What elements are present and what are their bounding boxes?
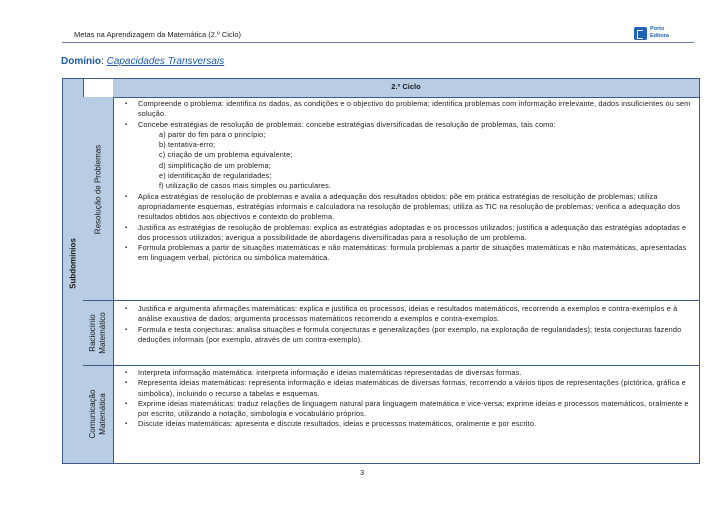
header-divider xyxy=(62,42,694,43)
domain-label: Domínio xyxy=(61,56,101,67)
section-raciocinio-content xyxy=(113,304,699,345)
sub-list-item: d) simplificação de um problema; xyxy=(159,160,271,170)
list-item: ▪ Interpreta informação matemática: interpreta informação e ideias matemáticas representadas de diversas formas. xyxy=(113,368,699,378)
subdomains-column xyxy=(63,79,84,463)
table-column-header xyxy=(113,79,699,98)
list-item: ▪ Formula problemas a partir de situações matemáticas e não matemáticas: formula problemas a partir de situações matemáticas e não matemáticas, apresentadas em linguagem verbal, pictórica ou simbólica matemática. xyxy=(113,243,699,264)
section-resolucao-content xyxy=(113,99,699,264)
logo-line-1: Porto xyxy=(650,26,665,32)
subdomain-comunicacao-line1: Comunicação xyxy=(88,389,97,439)
list-item: ▪ Justifica as estratégias de resolução de problemas: explica as estratégias adoptadas e os processos utilizados; justifica a adequação das estratégias adoptadas e dos processos utilizados; averigua a possibilidade de abordagens diversificadas para a resolução de um problema. xyxy=(113,223,699,244)
page-number: 3 xyxy=(360,468,365,477)
list-item: ▪ Exprime ideias matemáticas: traduz relações de linguagem natural para linguagem matemática e vice-versa; exprime ideias e processos matemáticos, oralmente e por escrito, utilizando a notação, simbologia e vocabulário próprios. xyxy=(113,399,699,420)
list-item: ▪ Compreende o problema: identifica os dados, as condições e o objectivo do problema; identifica problemas com informação irrelevante, dados insuficientes ou sem solução. xyxy=(113,99,699,120)
sub-list-item: f) utilização de casos mais simples ou particulares. xyxy=(159,181,332,191)
logo-line-2: Editora xyxy=(650,32,669,39)
subdomain-comunicacao-line2: Matemática xyxy=(98,393,107,435)
list-item: ▪ Aplica estratégias de resolução de problemas e avalia a adequação dos resultados obtidos: põe em prática estratégias de resolução de problemas; utiliza apropriadamente esquemas, estratégias informais e calculadora na resolução de problemas; utiliza as TIC na resolução de problemas; verifica a adequação dos resultados obtidos aos objectivos e contexto do problema. xyxy=(113,192,699,223)
list-item: ▪ Discute ideias matemáticas: apresenta e discute resultados, ideias e processos matemáticos, oralmente e por escrito. xyxy=(113,419,699,429)
section-divider xyxy=(83,300,699,301)
subdomain-raciocinio-line1: Raciocínio xyxy=(88,314,97,352)
domain-value: Capacidades Transversais xyxy=(106,56,225,67)
list-item: ▪ Formula e testa conjecturas: analisa situações e formula conjecturas e generalizações (por exemplo, na exploração de regularidades); testa conjecturas fazendo deduções informais (por exemplo, através de um contra-exemplo). xyxy=(113,325,699,346)
domain-heading: Domínio: Capacidades Transversais xyxy=(61,56,225,67)
section-divider xyxy=(83,365,699,366)
section-comunicacao-content xyxy=(113,368,699,430)
list-item: ▪ Concebe estratégias de resolução de problemas: concebe estratégias diversificadas de resolução de problemas, tais como: xyxy=(113,120,699,130)
sub-list-item: e) identificação de regularidades; xyxy=(159,171,272,181)
subdomain-comunicacao-cell xyxy=(83,366,113,464)
publisher-logo xyxy=(634,26,674,42)
sub-list-item: b) tentativa-erro; xyxy=(159,140,216,150)
subdomain-raciocinio-line2: Matemático xyxy=(98,312,107,354)
subdomain-resolucao-label: Resolução de Problemas xyxy=(93,144,103,235)
sub-list-item: c) criação de um problema equivalente; xyxy=(159,150,293,160)
porto-editora-logo-icon xyxy=(634,27,647,40)
subdomain-resolucao-cell xyxy=(83,97,113,300)
subdomain-raciocinio-label xyxy=(88,298,108,368)
sub-list-item: a) partir do fim para o princípio; xyxy=(159,129,266,139)
goals-table xyxy=(62,78,700,464)
list-item: ▪ Representa ideias matemáticas: representa informação e ideias matemáticas de diversas formas, recorrendo a vários tipos de representações (pictórica, gráfica e simbólica), incluindo o recurso a tabelas e esquemas. xyxy=(113,378,699,399)
subdomain-raciocinio-cell xyxy=(83,301,113,365)
subdomains-label: Subdomínios xyxy=(68,238,78,289)
column-header-label: 2.º Ciclo xyxy=(391,82,421,91)
logo-text xyxy=(650,26,669,39)
list-item: ▪ Justifica e argumenta afirmações matemáticas: explica e justifica os processos, ideias e resultados matemáticos, recorrendo a exemplos e contra-exemplos e à análise exaustiva de dados; argumenta processos matemáticos recorrendo a exemplos e contra-exemplos. xyxy=(113,304,699,325)
document-header-title: Metas na Aprendizagem da Matemática (2.º Ciclo) xyxy=(74,30,241,39)
subdomain-comunicacao-label xyxy=(88,379,108,449)
